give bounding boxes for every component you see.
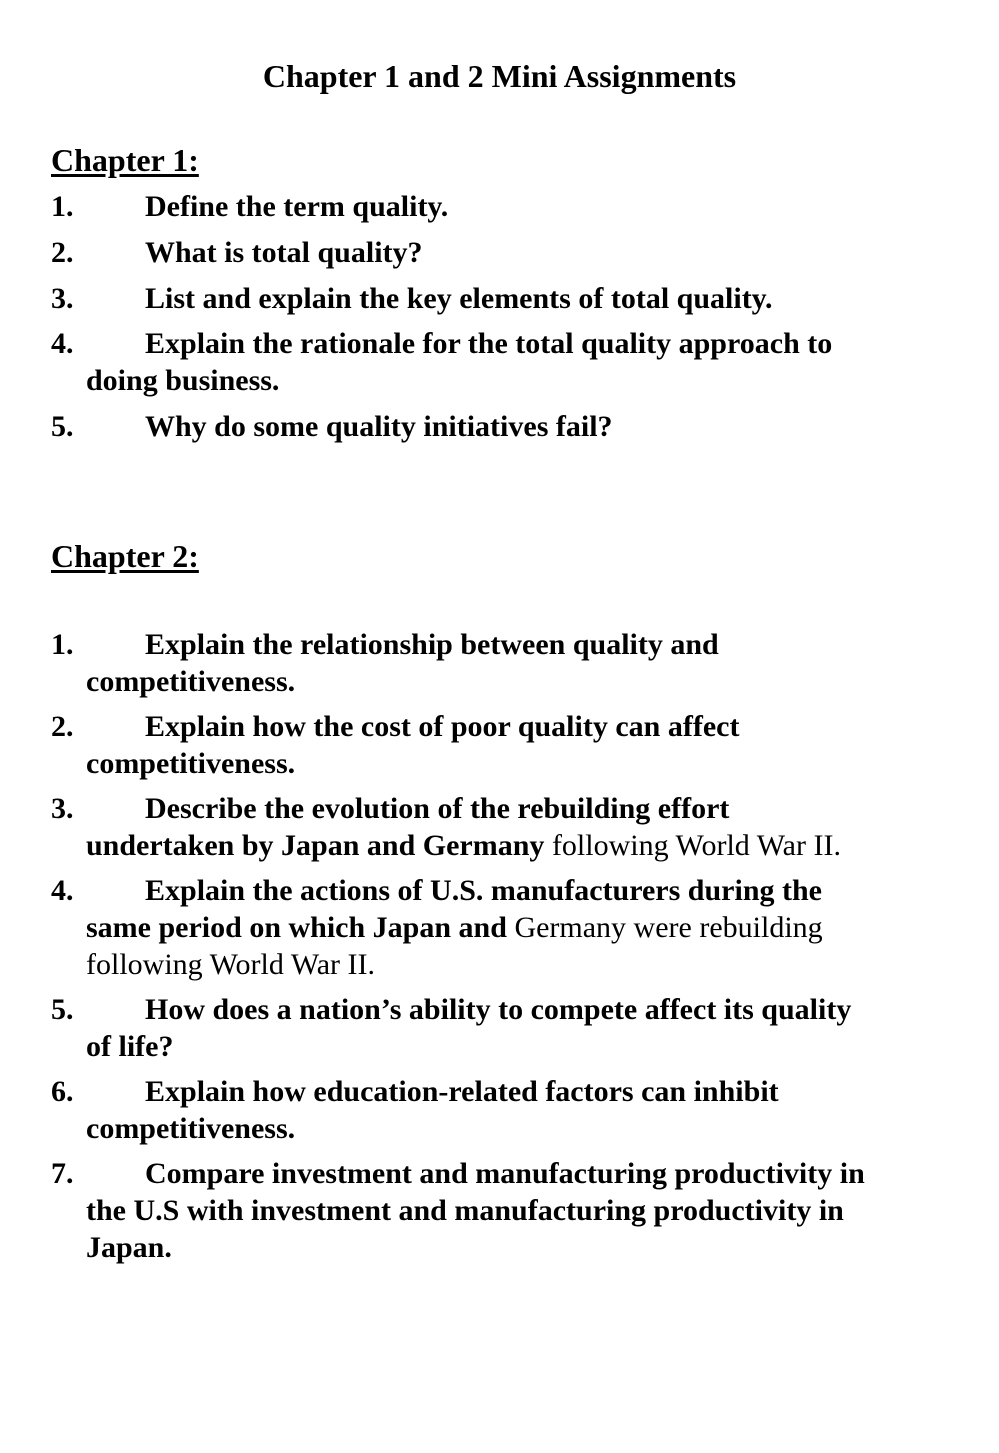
- item-text: What is total quality?: [145, 236, 423, 269]
- item-number: 1.: [51, 628, 74, 661]
- item-text: Why do some quality initiatives fail?: [145, 410, 613, 443]
- chapter2-item-1: [51, 626, 941, 700]
- document-title: Chapter 1 and 2 Mini Assignments: [262, 58, 737, 94]
- item-number: 5.: [51, 410, 74, 443]
- item-text: How does a nation’s ability to compete affect its quality: [145, 993, 852, 1026]
- item-number: 4.: [51, 327, 74, 360]
- chapter1-item-1: [51, 188, 941, 225]
- item-number: 1.: [51, 190, 74, 223]
- chapter1-item-2: [51, 234, 941, 271]
- chapter1-heading: Chapter 1:: [51, 142, 199, 178]
- item-number: 7.: [51, 1157, 74, 1190]
- item-text-normal: Germany were rebuilding: [506, 911, 823, 944]
- item-text-continued: competitiveness.: [86, 1112, 296, 1145]
- chapter2-item-2: [51, 708, 941, 782]
- item-text-continued: doing business.: [86, 364, 280, 397]
- chapter2-heading: Chapter 2:: [51, 538, 199, 574]
- item-text-normal: following World War II.: [86, 948, 376, 981]
- chapter2-item-6: [51, 1073, 941, 1147]
- chapter2-item-4: [51, 872, 941, 983]
- item-text-continued: competitiveness.: [86, 747, 296, 780]
- item-text-continued: the U.S with investment and manufacturing productivity in: [86, 1194, 844, 1227]
- chapter1-item-5: [51, 408, 941, 445]
- item-text-continued: undertaken by Japan and Germany: [86, 829, 545, 862]
- item-text-normal: following World War II.: [544, 829, 841, 862]
- item-text-continued: of life?: [86, 1030, 174, 1063]
- item-number: 4.: [51, 874, 74, 907]
- item-text: Explain the actions of U.S. manufacturers during the: [145, 874, 822, 907]
- item-text: Explain the rationale for the total quality approach to: [145, 327, 833, 360]
- item-text: Explain how the cost of poor quality can affect: [145, 710, 740, 743]
- item-number: 3.: [51, 792, 74, 825]
- item-number: 3.: [51, 282, 74, 315]
- item-text: Compare investment and manufacturing productivity in: [145, 1157, 865, 1190]
- chapter1-item-4: [51, 325, 941, 399]
- item-text: Describe the evolution of the rebuilding effort: [145, 792, 730, 825]
- item-text-continued: Japan.: [86, 1231, 172, 1264]
- chapter1-item-3: [51, 280, 941, 317]
- chapter2-item-5: [51, 991, 941, 1065]
- item-text-continued: same period on which Japan and: [86, 911, 507, 944]
- item-number: 2.: [51, 236, 74, 269]
- item-number: 5.: [51, 993, 74, 1026]
- chapter2-item-7: [51, 1155, 941, 1266]
- item-text: List and explain the key elements of total quality.: [145, 282, 773, 315]
- item-text-continued: competitiveness.: [86, 665, 296, 698]
- chapter2-item-3: [51, 790, 941, 864]
- item-text: Explain the relationship between quality and: [145, 628, 719, 661]
- item-number: 6.: [51, 1075, 74, 1108]
- item-text: Explain how education-related factors can inhibit: [145, 1075, 779, 1108]
- item-text: Define the term quality.: [145, 190, 449, 223]
- item-number: 2.: [51, 710, 74, 743]
